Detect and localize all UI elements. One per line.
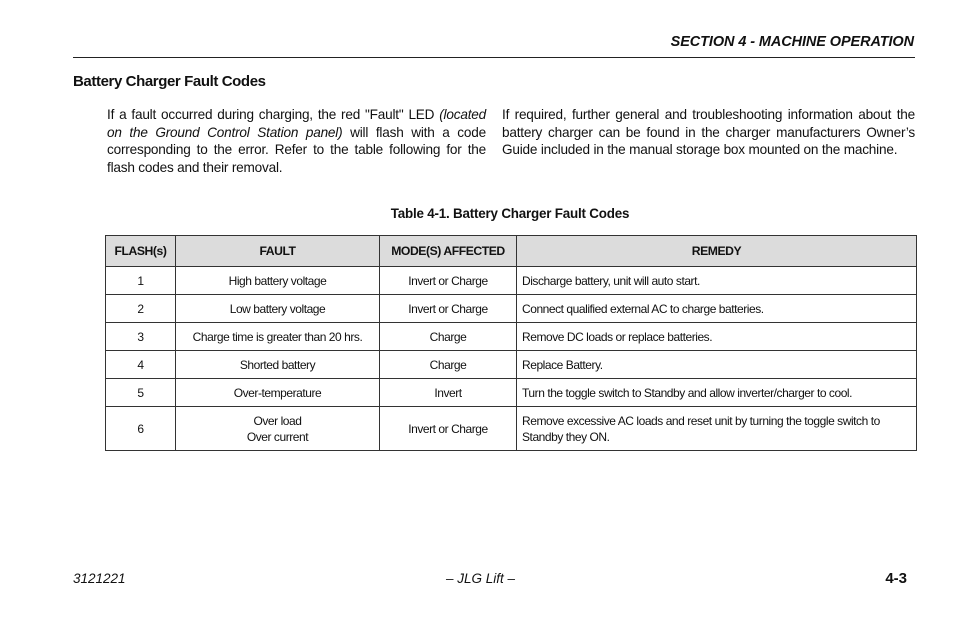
fault-cell: Over-temperature xyxy=(176,379,380,407)
fault-cell: High battery voltage xyxy=(176,267,380,295)
flash-cell: 6 xyxy=(106,407,176,451)
left-paragraph-text-b: will flash with a code corresponding to the error. Refer to the table following for the flash codes and their removal. xyxy=(107,124,486,175)
page-number: 4-3 xyxy=(885,570,907,587)
section-heading: Battery Charger Fault Codes xyxy=(73,73,266,90)
remedy-cell: Replace Battery. xyxy=(517,351,917,379)
remedy-cell: Connect qualified external AC to charge batteries. xyxy=(517,295,917,323)
fault-line: Over current xyxy=(246,429,309,444)
mode-cell: Charge xyxy=(380,351,517,379)
table-row xyxy=(106,267,917,295)
mode-cell: Invert or Charge xyxy=(380,295,517,323)
remedy-cell: Discharge battery, unit will auto start. xyxy=(517,267,917,295)
fault-cell xyxy=(176,407,380,451)
remedy-cell: Remove DC loads or replace batteries. xyxy=(517,323,917,351)
header-rule xyxy=(73,57,915,58)
table-header-row xyxy=(106,236,917,267)
table-row xyxy=(106,351,917,379)
table-row xyxy=(106,295,917,323)
flash-cell: 2 xyxy=(106,295,176,323)
remedy-cell: Remove excessive AC loads and reset unit by turning the toggle switch to Standby they ON. xyxy=(517,407,917,451)
mode-cell: Invert or Charge xyxy=(380,407,517,451)
document-number: 3121221 xyxy=(73,571,126,586)
table-caption: Table 4-1. Battery Charger Fault Codes xyxy=(390,206,630,221)
table-row xyxy=(106,407,917,451)
fault-cell: Charge time is greater than 20 hrs. xyxy=(176,323,380,351)
left-paragraph-italic: (located on the Ground Control Station panel) xyxy=(107,107,486,140)
fault-cell: Shorted battery xyxy=(176,351,380,379)
flash-cell: 1 xyxy=(106,267,176,295)
flash-cell: 4 xyxy=(106,351,176,379)
publisher-label: – JLG Lift – xyxy=(446,571,516,586)
fault-cell: Low battery voltage xyxy=(176,295,380,323)
column-header-remedy: REMEDY xyxy=(517,236,917,267)
mode-cell: Invert or Charge xyxy=(380,267,517,295)
table-row xyxy=(106,379,917,407)
table-row xyxy=(106,323,917,351)
mode-cell: Invert xyxy=(380,379,517,407)
left-paragraph-text-a: If a fault occurred during charging, the red "Fault" LED xyxy=(107,107,440,122)
right-paragraph: If required, further general and troubleshooting information about the battery charger can be found in the charger manufacturers Owner’s Guide included in the manual storage box mounted on the machine. xyxy=(502,107,915,157)
column-header-mode: MODE(S) AFFECTED xyxy=(380,236,517,267)
fault-line: Over load xyxy=(253,413,302,428)
flash-cell: 3 xyxy=(106,323,176,351)
left-paragraph xyxy=(107,106,486,176)
fault-codes-table xyxy=(105,235,917,451)
column-header-flash: FLASH(s) xyxy=(106,236,176,267)
column-header-fault: FAULT xyxy=(176,236,380,267)
section-title: SECTION 4 - MACHINE OPERATION xyxy=(670,34,914,50)
flash-cell: 5 xyxy=(106,379,176,407)
remedy-cell: Turn the toggle switch to Standby and allow inverter/charger to cool. xyxy=(517,379,917,407)
mode-cell: Charge xyxy=(380,323,517,351)
